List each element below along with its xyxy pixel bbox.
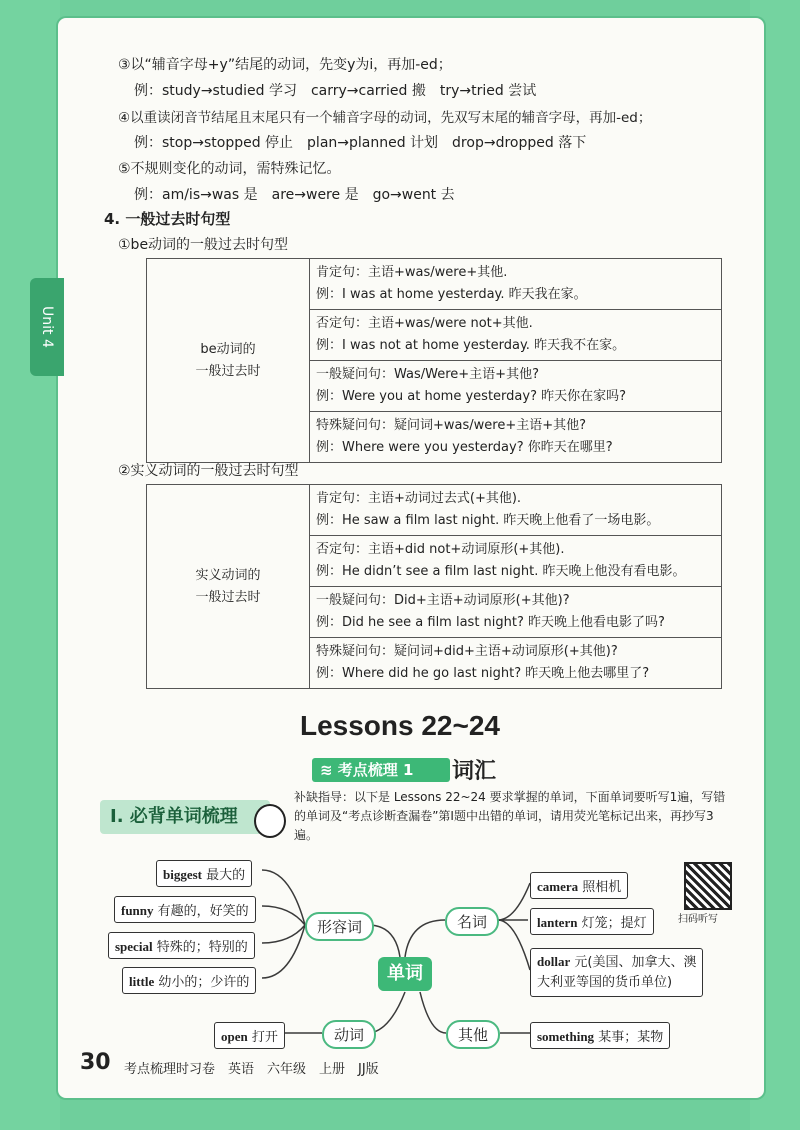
word-box-open: [214, 1022, 285, 1049]
table2-caption: ②实义动词的一般过去时句型: [118, 463, 299, 479]
rule-3-example: 例：study→studied 学习 carry→carried 搬 try→tried 尝试: [134, 83, 537, 99]
table1-caption: ①be动词的一般过去时句型: [118, 237, 289, 253]
connector-line: [370, 992, 405, 1033]
word-en: lantern: [537, 915, 578, 930]
qr-code[interactable]: [684, 862, 732, 910]
cell-text: 例：I was at home yesterday. 昨天我在家。: [316, 287, 587, 302]
connector-line: [262, 925, 305, 943]
cell-text: 一般疑问句：Was/Were+主语+其他?: [316, 367, 539, 382]
kaodian-word: 词汇: [452, 759, 497, 784]
page-number: 30: [80, 1050, 111, 1075]
word-cn: 大利亚等国的货币单位): [537, 975, 673, 990]
node-other: 其他: [446, 1020, 500, 1049]
word-cn: 最大的: [206, 868, 246, 883]
node-verb: 动词: [322, 1020, 376, 1049]
cell-text: 例：He saw a film last night. 昨天晚上他看了一场电影。: [316, 513, 660, 528]
word-en: funny: [121, 903, 154, 918]
word-cn: 灯笼；提灯: [581, 916, 647, 931]
qr-label: 扫码听写: [678, 914, 718, 925]
cell-text: 例：I was not at home yesterday. 昨天我不在家。: [316, 338, 626, 353]
word-en: open: [221, 1029, 248, 1044]
section-4-title: 4. 一般过去时句型: [104, 210, 231, 228]
node-adjective: 形容词: [305, 912, 374, 941]
word-box-funny: [114, 896, 256, 923]
cell-text: 例：Where were you yesterday? 你昨天在哪里?: [316, 440, 613, 455]
word-en: dollar: [537, 954, 571, 969]
word-cn: 打开: [251, 1030, 278, 1045]
word-box-dollar: [530, 948, 703, 997]
guidance-note: 补缺指导：以下是 Lessons 22~24 要求掌握的单词，下面单词要听写1遍，写错的单词及“考点诊断查漏卷”第Ⅰ题中出错的单词，请用荧光笔标记出来，再抄写3遍。: [294, 790, 726, 842]
cell-text: 肯定句：主语+动词过去式(+其他).: [316, 491, 522, 506]
cell-text: 肯定句：主语+was/were+其他.: [316, 265, 508, 280]
rule-3: ③以“辅音字母+y”结尾的动词，先变y为i，再加-ed；: [118, 57, 452, 73]
word-en: special: [115, 939, 153, 954]
table2-left-line2: 一般过去时: [195, 589, 261, 605]
kaodian-badge: ≋ 考点梳理 1: [312, 758, 450, 782]
word-box-something: [530, 1022, 670, 1049]
unit-tab[interactable]: Unit 4: [30, 278, 64, 376]
word-box-biggest: [156, 860, 252, 887]
cell-text: 特殊疑问句：疑问词+did+主语+动词原形(+其他)?: [316, 644, 618, 659]
cell-text: 例：Did he see a film last night? 昨天晚上他看电影了吗?: [316, 615, 665, 630]
connector-line: [420, 992, 446, 1033]
word-cn: 幼小的；少许的: [158, 975, 250, 990]
word-cn: 照相机: [582, 880, 622, 895]
cell-text: 例：Were you at home yesterday? 昨天你在家吗?: [316, 389, 627, 404]
cell-text: 否定句：主语+did not+动词原形(+其他).: [316, 542, 565, 557]
word-cn: 特殊的；特别的: [156, 940, 248, 955]
word-cn: 元(美国、加拿大、澳: [574, 955, 697, 970]
connector-line: [405, 920, 445, 957]
table1-left-line1: be动词的: [200, 341, 256, 357]
cell-text: 否定句：主语+was/were not+其他.: [316, 316, 533, 331]
connector-line: [262, 906, 305, 925]
word-cn: 有趣的，好笑的: [157, 904, 249, 919]
cell-text: 特殊疑问句：疑问词+was/were+主语+其他?: [316, 418, 587, 433]
word-en: camera: [537, 879, 579, 894]
word-en: something: [537, 1029, 595, 1044]
table2-left-line1: 实义动词的: [195, 567, 261, 583]
connector-line: [262, 870, 305, 925]
rule-5-example: 例：am/is→was 是 are→were 是 go→went 去: [134, 187, 455, 203]
word-box-little: [122, 967, 256, 994]
cell-text: 例：He didn’t see a film last night. 昨天晚上他没有看电影。: [316, 564, 686, 579]
connector-line: [498, 920, 530, 970]
rule-4: ④以重读闭音节结尾且末尾只有一个辅音字母的动词，先双写末尾的辅音字母，再加-ed；: [118, 110, 652, 126]
word-box-camera: [530, 872, 628, 899]
table1-left-line2: 一般过去时: [195, 363, 261, 379]
word-en: biggest: [163, 867, 202, 882]
cell-text: 一般疑问句：Did+主语+动词原形(+其他)?: [316, 593, 570, 608]
word-box-special: [108, 932, 255, 959]
footer-text: 考点梳理时习卷 英语 六年级 上册 JJ版: [124, 1062, 379, 1077]
section-I-title: Ⅰ. 必背单词梳理: [100, 800, 270, 834]
word-cn: 某事；某物: [598, 1030, 664, 1045]
connector-line: [262, 925, 305, 978]
word-en: little: [129, 974, 155, 989]
word-box-lantern: [530, 908, 654, 935]
cell-text: 例：Where did he go last night? 昨天晚上他去哪里了?: [316, 666, 650, 681]
connector-line: [498, 883, 530, 920]
rule-5: ⑤不规则变化的动词，需特殊记忆。: [118, 161, 341, 177]
node-noun: 名词: [445, 907, 499, 936]
rule-4-example: 例：stop→stopped 停止 plan→planned 计划 drop→dropped 落下: [134, 135, 587, 151]
lesson-title: Lessons 22~24: [299, 710, 501, 741]
node-center: 单词: [378, 957, 432, 991]
